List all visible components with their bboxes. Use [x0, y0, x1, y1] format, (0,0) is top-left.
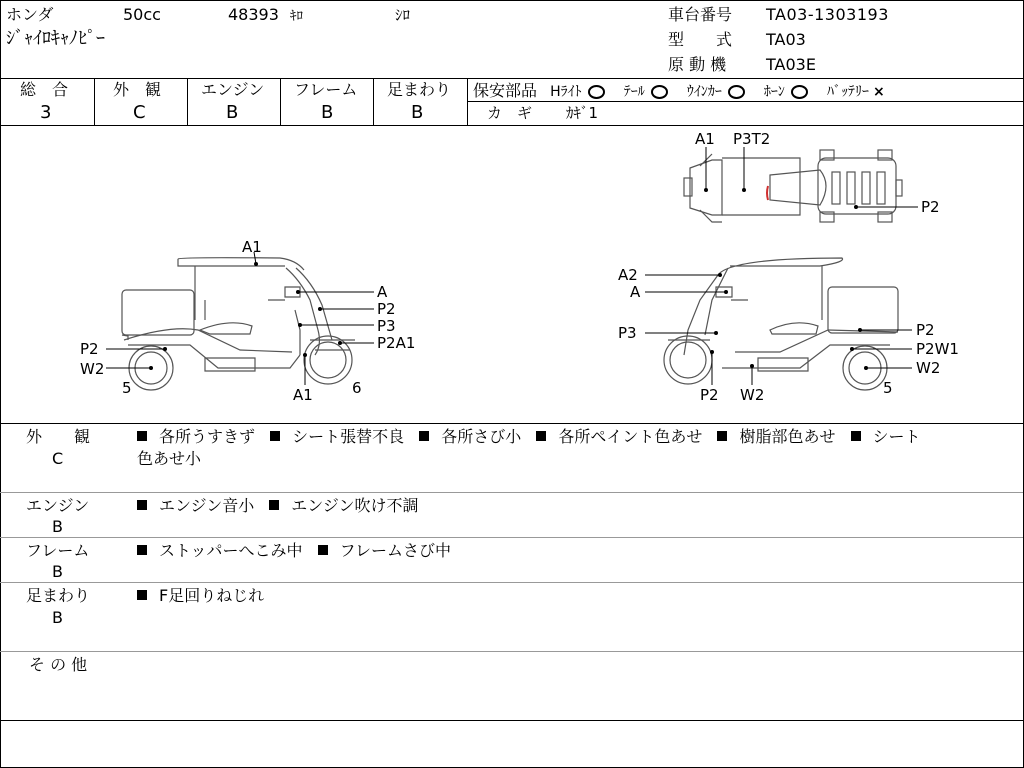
diagram-label: P2: [700, 386, 719, 404]
notes-other-label: そ の 他: [29, 655, 88, 674]
safety-winker: ｳｲﾝｶｰ: [687, 84, 759, 100]
issue-item: フレームさび中: [318, 541, 451, 560]
divider: [0, 720, 1023, 721]
notes-exterior-label: 外 観: [26, 427, 91, 446]
notes-exterior-items: [137, 429, 931, 445]
bullet-square-icon: [137, 431, 147, 441]
divider: [0, 492, 1023, 493]
bullet-square-icon: [851, 431, 861, 441]
frame-number: TA03-1303193: [766, 5, 889, 24]
issue-item: ストッパーへこみ中: [137, 541, 303, 560]
safety-horn: ﾎｰﾝ: [764, 84, 822, 100]
bullet-square-icon: [318, 545, 328, 555]
divider: [0, 78, 1023, 79]
notes-engine-label: エンジン: [26, 496, 90, 515]
frame-grade: B: [321, 102, 334, 123]
damage-diagram: [0, 126, 1023, 423]
safety-taillight: ﾃｰﾙ: [624, 84, 682, 100]
divider: [187, 78, 188, 125]
type-label: 型 式: [668, 30, 733, 49]
ok-circle-icon: [588, 85, 605, 99]
diagram-label: 6: [352, 379, 362, 397]
divider: [0, 651, 1023, 652]
divider: [0, 537, 1023, 538]
ok-circle-icon: [791, 85, 808, 99]
divider: [94, 78, 95, 125]
bullet-square-icon: [269, 500, 279, 510]
model-name: ｼﾞｬｲﾛｷｬﾉﾋﾟｰ: [6, 28, 105, 49]
ok-circle-icon: [651, 85, 668, 99]
diagram-label: 5: [883, 379, 893, 397]
notes-engine-grade: B: [52, 517, 63, 536]
mileage-value: 48393: [228, 5, 279, 24]
safety-parts-label: 保安部品: [473, 81, 538, 100]
divider: [373, 78, 374, 125]
issue-item: シート: [851, 427, 921, 446]
scooter-right-view: [664, 258, 898, 390]
diagram-label: P2A1: [377, 334, 416, 352]
diagram-label: P3: [377, 317, 396, 335]
divider: [0, 423, 1023, 424]
ok-circle-icon: [728, 85, 745, 99]
issue-item: F足回りねじれ: [137, 586, 264, 605]
divider: [467, 78, 468, 125]
diagram-label: A1: [242, 238, 262, 256]
diagram-label: W2: [916, 359, 941, 377]
bullet-square-icon: [137, 545, 147, 555]
displacement: 50cc: [123, 5, 161, 24]
engine-grade: B: [226, 102, 239, 123]
diagram-label: W2: [80, 360, 105, 378]
issue-item: 各所さび小: [419, 427, 521, 446]
overall-grade-label: 総 合: [20, 80, 69, 99]
safety-parts: [473, 83, 885, 99]
notes-suspension-label: 足まわり: [26, 586, 91, 605]
issue-item: エンジン吹け不調: [269, 496, 418, 515]
type-value: TA03: [766, 30, 806, 49]
diagram-label: A2: [618, 266, 638, 284]
notes-engine-items: [137, 498, 429, 514]
overall-grade: 3: [40, 102, 52, 123]
diagram-label: P2: [377, 300, 396, 318]
red-damage-mark: [767, 186, 768, 200]
divider: [0, 582, 1023, 583]
bullet-square-icon: [419, 431, 429, 441]
notes-frame-label: フレーム: [26, 541, 90, 560]
ng-cross-icon: ×: [873, 84, 885, 100]
notes-exterior-grade: C: [52, 449, 64, 468]
exterior-grade-label: 外 観: [113, 80, 162, 99]
suspension-grade: B: [411, 102, 424, 123]
notes-frame-items: [137, 543, 461, 559]
engine-model-label: 原 動 機: [668, 55, 727, 74]
bullet-square-icon: [137, 590, 147, 600]
color: ｼﾛ: [395, 6, 411, 24]
frame-grade-label: フレーム: [294, 80, 358, 99]
safety-headlight: Hﾗｲﾄ: [550, 84, 619, 100]
bullet-square-icon: [137, 500, 147, 510]
notes-frame-grade: B: [52, 562, 63, 581]
suspension-grade-label: 足まわり: [387, 80, 452, 99]
bullet-square-icon: [270, 431, 280, 441]
diagram-label: 5: [122, 379, 132, 397]
exterior-grade: C: [133, 102, 146, 123]
diagram-label: P2: [916, 321, 935, 339]
diagram-label: A: [377, 283, 388, 301]
notes-exterior-wrap: 色あせ小: [137, 449, 202, 468]
scooter-left-view: [122, 258, 355, 390]
diagram-label: W2: [740, 386, 765, 404]
diagram-label: A: [630, 283, 641, 301]
maker: ホンダ: [6, 5, 54, 24]
notes-suspension-grade: B: [52, 608, 63, 627]
divider: [280, 78, 281, 125]
diagram-label: P2: [80, 340, 99, 358]
issue-item: エンジン音小: [137, 496, 254, 515]
diagram-label: P3T2: [733, 130, 771, 148]
frame-number-label: 車台番号: [668, 5, 733, 24]
diagram-label: A1: [293, 386, 313, 404]
issue-item: 各所ペイント色あせ: [536, 427, 702, 446]
diagram-label: A1: [695, 130, 715, 148]
key-label: カ ギ: [487, 104, 533, 122]
scooter-top-view: [684, 150, 902, 222]
bullet-square-icon: [536, 431, 546, 441]
issue-item: 樹脂部色あせ: [717, 427, 835, 446]
bullet-square-icon: [717, 431, 727, 441]
notes-suspension-items: [137, 588, 274, 604]
issue-item: シート張替不良: [270, 427, 404, 446]
safety-battery: ﾊﾞｯﾃﾘｰ ×: [827, 84, 885, 100]
diagram-label: P3: [618, 324, 637, 342]
issue-item: 各所うすきず: [137, 427, 255, 446]
mileage-unit: ｷﾛ: [290, 9, 303, 24]
diagram-label: P2: [921, 198, 940, 216]
divider: [467, 101, 1023, 102]
engine-grade-label: エンジン: [201, 80, 265, 99]
key-value: ｶｷﾞ1: [566, 104, 599, 122]
mileage: [228, 7, 303, 23]
diagram-label: P2W1: [916, 340, 959, 358]
engine-model: TA03E: [766, 55, 816, 74]
